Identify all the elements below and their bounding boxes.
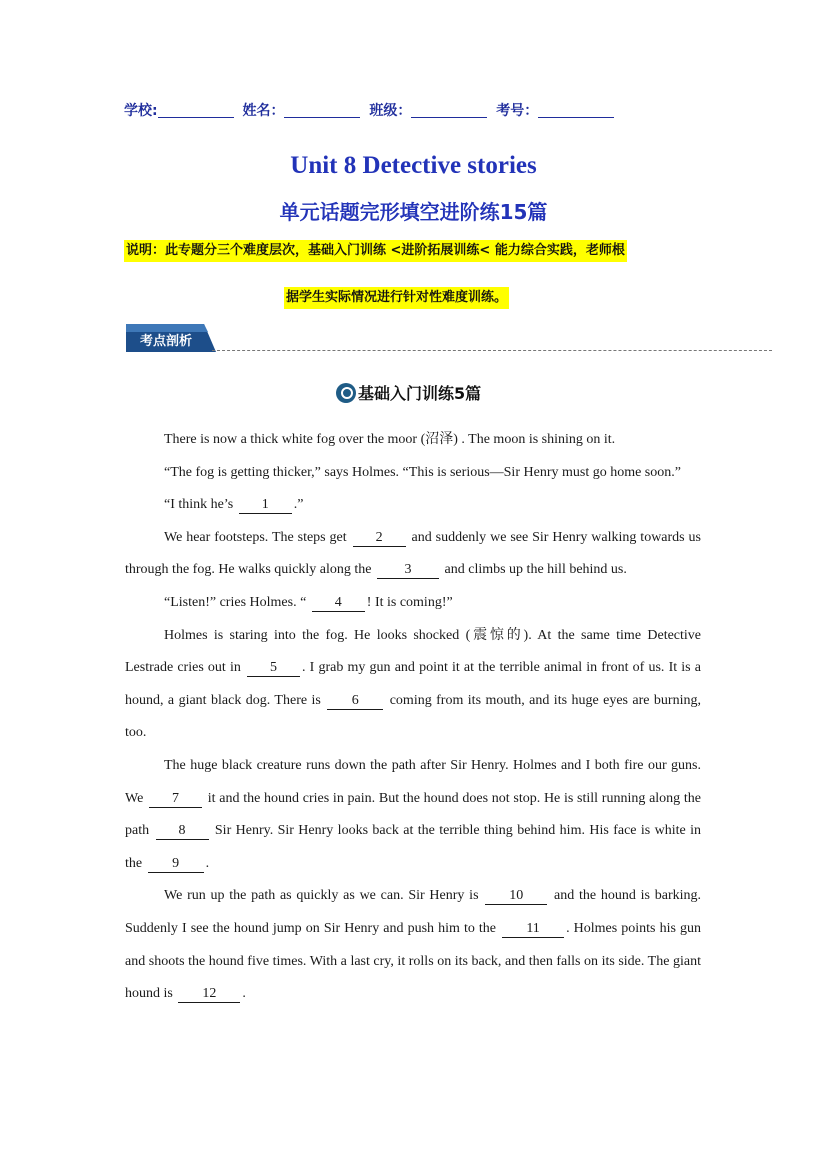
paragraph-1-text: There is now a thick white fog over the moor (沼泽) . The moon is shining on it.	[164, 432, 616, 447]
paragraph-2-text: “The fog is getting thicker,” says Holmes. “This is serious—Sir Henry must go home soon.”	[164, 464, 681, 480]
text: “I think he’s	[164, 497, 237, 513]
instruction-note-line2: 据学生实际情况进行针对性难度训练。	[284, 287, 509, 309]
blank-7[interactable]: 7	[149, 791, 202, 808]
text: The huge black creature runs down the path after Sir Henry. Holmes and I both fire our guns. We	[125, 757, 701, 806]
blank-8[interactable]: 8	[156, 823, 209, 840]
paragraph-5	[125, 587, 701, 620]
text: .”	[293, 497, 304, 513]
blank-12[interactable]: 12	[178, 986, 240, 1003]
paragraph-8	[125, 880, 701, 1010]
text: Holmes is staring into the fog. He looks shocked (震惊的). At the same time Detective Lestrade cries out in	[125, 627, 701, 676]
class-blank[interactable]	[411, 103, 487, 118]
text: “Listen!” cries Holmes. “	[164, 594, 310, 610]
text: and the hound is barking. Suddenly I see the hound jump on Sir Henry and push him to the	[125, 888, 701, 936]
blank-4[interactable]: 4	[312, 595, 365, 612]
text: .	[205, 855, 210, 871]
school-label: 学校:	[124, 103, 158, 119]
text: .	[242, 986, 246, 1002]
blank-2[interactable]: 2	[353, 530, 406, 547]
school-blank[interactable]	[158, 103, 234, 118]
blank-6[interactable]: 6	[327, 693, 383, 710]
paragraph-6	[125, 620, 701, 750]
level-badge-icon	[336, 383, 356, 403]
level-heading	[336, 381, 481, 407]
paragraph-3	[125, 489, 701, 522]
blank-11[interactable]: 11	[502, 921, 564, 938]
text: ! It is coming!”	[366, 594, 453, 610]
instruction-note-line1: 说明：此专题分三个难度层次，基础入门训练 <进阶拓展训练< 能力综合实践，老师根	[124, 240, 627, 262]
paragraph-4	[125, 522, 701, 587]
text: . Holmes points his gun and shoots the hound five times. With a last cry, it rolls on its back, and then falls on its side. The giant hound is	[125, 920, 701, 1002]
paragraph-1	[125, 424, 701, 457]
level-title: 基础入门训练5篇	[358, 384, 482, 403]
section-tab-label: 考点剖析	[140, 334, 193, 349]
name-label: 姓名：	[242, 103, 285, 119]
blank-3[interactable]: 3	[377, 562, 439, 579]
text: coming from its mouth, and its huge eyes are burning, too.	[125, 692, 701, 741]
paragraph-2	[125, 457, 701, 490]
blank-5[interactable]: 5	[247, 660, 300, 677]
blank-1[interactable]: 1	[239, 497, 292, 514]
number-blank[interactable]	[538, 103, 614, 118]
blank-9[interactable]: 9	[148, 856, 204, 873]
text: and suddenly we see Sir Henry walking towards us through the fog. He walks quickly along the	[125, 529, 701, 578]
text: . I grab my gun and point it at the terrible animal in front of us. It is a hound, a giant black dog. There is	[125, 660, 701, 708]
class-label: 班级：	[369, 103, 412, 119]
text: Sir Henry. Sir Henry looks back at the terrible thing behind him. His face is white in the	[125, 823, 701, 871]
text: We hear footsteps. The steps get	[164, 529, 351, 545]
number-label: 考号：	[496, 103, 539, 119]
section-tab	[126, 324, 212, 352]
page-title: Unit 8 Detective stories	[290, 152, 537, 179]
cloze-passage	[125, 424, 701, 1011]
section-divider	[212, 350, 772, 351]
blank-10[interactable]: 10	[485, 888, 547, 905]
paragraph-7	[125, 750, 701, 880]
text: We run up the path as quickly as we can. Sir Henry is	[164, 888, 484, 904]
name-blank[interactable]	[284, 103, 360, 118]
page-subtitle: 单元话题完形填空进阶练15篇	[279, 200, 548, 224]
exam-info-header	[124, 100, 618, 120]
text: it and the hound cries in pain. But the hound does not stop. He is still running along the path	[125, 790, 702, 839]
text: and climbs up the hill behind us.	[441, 562, 627, 578]
